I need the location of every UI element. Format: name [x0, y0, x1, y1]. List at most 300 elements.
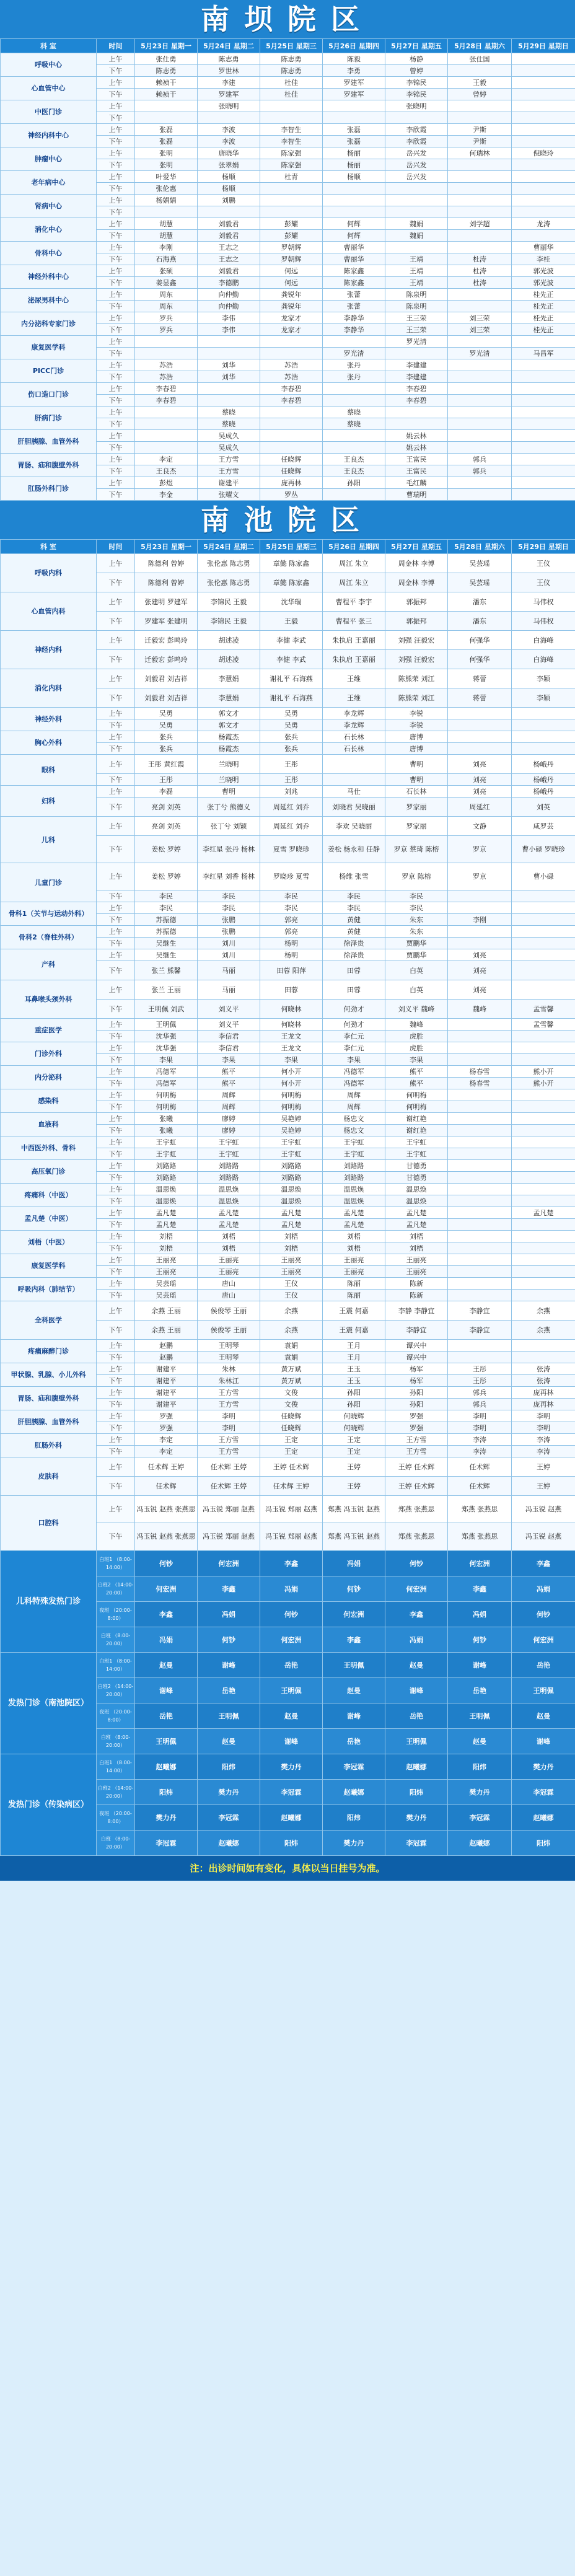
doctor-cell: 刘梧 [385, 1242, 448, 1254]
department-name: 刘梧（中医） [1, 1231, 97, 1254]
department-name: 孟凡楚（中医） [1, 1207, 97, 1231]
doctor-cell: 何劲才 [323, 1000, 385, 1019]
doctor-cell: 王宇虹 [323, 1148, 385, 1160]
doctor-cell: 苏浩 [260, 371, 323, 383]
shift-doctor-cell: 谢峰 [512, 1729, 575, 1754]
session-time: 上午 [97, 902, 135, 914]
shift-doctor-cell: 何钞 [512, 1602, 575, 1627]
doctor-cell [323, 489, 385, 501]
doctor-cell: 刘路路 [198, 1160, 260, 1172]
doctor-cell: 王丽亮 [260, 1254, 323, 1266]
session-time: 下午 [97, 465, 135, 477]
session-time: 上午 [97, 430, 135, 442]
doctor-cell: 郭振邦 [385, 612, 448, 631]
session-time: 下午 [97, 253, 135, 265]
doctor-cell: 陈熊荣 刘江 [385, 669, 448, 688]
session-time: 下午 [97, 1266, 135, 1278]
schedule-row [1, 631, 575, 650]
doctor-cell: 何强华 [448, 631, 512, 650]
doctor-cell [512, 980, 575, 1000]
session-time: 下午 [97, 112, 135, 124]
doctor-cell: 李涛 [448, 1434, 512, 1446]
doctor-cell: 郭文才 [198, 708, 260, 719]
doctor-cell: 刘鹏 [198, 195, 260, 206]
doctor-cell: 张伦惠 陈志勇 [198, 554, 260, 573]
department-name: 内分泌科专家门诊 [1, 312, 97, 336]
session-time: 上午 [97, 124, 135, 136]
doctor-cell: 李静华 [323, 312, 385, 324]
doctor-cell: 刘梧 [260, 1242, 323, 1254]
shift-doctor-cell: 阳炜 [512, 1831, 575, 1856]
shift-time: 白班 （8:00-20:00） [97, 1627, 135, 1653]
shift-doctor-cell: 樊力丹 [448, 1780, 512, 1805]
doctor-cell: 郑燕 张燕思 [385, 1523, 448, 1550]
session-time: 下午 [97, 1290, 135, 1301]
doctor-cell [448, 1242, 512, 1254]
shift-doctor-cell: 岳艳 [448, 1678, 512, 1703]
doctor-cell: 周江 朱立 [323, 554, 385, 573]
doctor-cell: 王宇虹 [385, 1136, 448, 1148]
schedule-row [1, 336, 575, 348]
doctor-cell: 何小开 [260, 1078, 323, 1089]
doctor-cell: 温思焕 [260, 1195, 323, 1207]
session-time: 下午 [97, 1078, 135, 1089]
doctor-cell [448, 1089, 512, 1101]
doctor-cell: 张伦惠 [135, 183, 198, 195]
doctor-cell: 李明 [198, 1410, 260, 1422]
doctor-cell: 李信君 [198, 1042, 260, 1054]
doctor-cell: 桂先正 [512, 324, 575, 336]
doctor-cell [512, 1172, 575, 1184]
shift-doctor-cell: 何宏洲 [260, 1627, 323, 1653]
doctor-cell [323, 755, 385, 774]
session-time: 下午 [97, 183, 135, 195]
doctor-cell: 吴芸瑶 [448, 554, 512, 573]
doctor-cell [448, 442, 512, 454]
doctor-cell: 王靖 [385, 253, 448, 265]
doctor-cell: 罗强 [135, 1422, 198, 1434]
doctor-cell: 曾婷 [448, 89, 512, 100]
doctor-cell: 李静华 [323, 324, 385, 336]
doctor-cell [512, 407, 575, 418]
session-time: 下午 [97, 1321, 135, 1340]
doctor-cell: 刘毅君 刘吉祥 [135, 669, 198, 688]
doctor-cell: 曹明 [385, 755, 448, 774]
doctor-cell [448, 159, 512, 171]
doctor-cell: 任晓辉 [260, 454, 323, 465]
session-time: 上午 [97, 669, 135, 688]
doctor-cell: 徐泽贵 [323, 949, 385, 961]
doctor-cell: 孟凡楚 [512, 1207, 575, 1219]
schedule-row [1, 218, 575, 230]
session-time: 下午 [97, 348, 135, 359]
doctor-cell: 白英 [385, 961, 448, 980]
doctor-cell: 王明琴 [198, 1340, 260, 1352]
doctor-cell: 张翠娟 [198, 159, 260, 171]
special-row [1, 1754, 575, 1780]
doctor-cell: 曹瑞明 [385, 489, 448, 501]
doctor-cell: 李金 [135, 489, 198, 501]
schedule-row [1, 863, 575, 890]
doctor-cell: 曹丽华 [323, 242, 385, 253]
doctor-cell: 胡述凌 [198, 650, 260, 669]
doctor-cell [448, 731, 512, 743]
doctor-cell: 朱林 [198, 1363, 260, 1375]
doctor-cell: 桂先正 [512, 312, 575, 324]
header-row [1, 39, 575, 53]
campus-title: 南池院区 [0, 501, 575, 539]
session-time: 下午 [97, 65, 135, 77]
doctor-cell: 罗强 [385, 1422, 448, 1434]
doctor-cell: 熊平 [385, 1066, 448, 1078]
doctor-cell [512, 949, 575, 961]
doctor-cell [385, 183, 448, 195]
doctor-cell: 姜松 杨永和 任静 [323, 836, 385, 863]
doctor-cell: 王彤 [448, 1363, 512, 1375]
doctor-cell [448, 489, 512, 501]
doctor-cell: 陈志勇 [260, 53, 323, 65]
doctor-cell [135, 112, 198, 124]
doctor-cell: 李锐 [385, 708, 448, 719]
doctor-cell: 王毅 [260, 612, 323, 631]
doctor-cell [448, 383, 512, 395]
doctor-cell: 苏浩 [135, 371, 198, 383]
doctor-cell: 桂先正 [512, 289, 575, 301]
doctor-cell: 周东 [135, 289, 198, 301]
department-name: 疼痛麻醉门诊 [1, 1340, 97, 1363]
doctor-cell: 何明梅 [385, 1101, 448, 1113]
shift-doctor-cell: 李冠霖 [512, 1780, 575, 1805]
shift-doctor-cell: 李冠霖 [448, 1805, 512, 1831]
column-header: 5月23日 星期一 [135, 540, 198, 554]
doctor-cell: 李欢 吴晓丽 [323, 817, 385, 836]
doctor-cell: 岳兴发 [385, 159, 448, 171]
doctor-cell: 刘亮 [448, 949, 512, 961]
doctor-cell: 马丽 [198, 980, 260, 1000]
department-name: 消化内科 [1, 669, 97, 708]
shift-doctor-cell: 岳艳 [260, 1653, 323, 1678]
doctor-cell [512, 1054, 575, 1066]
session-time: 上午 [97, 218, 135, 230]
doctor-cell: 李德鹏 [198, 277, 260, 289]
doctor-cell: 陈志勇 [135, 65, 198, 77]
doctor-cell: 王丽亮 [260, 1266, 323, 1278]
doctor-cell: 李刚 [448, 914, 512, 926]
department-name: 中西医外科、骨科 [1, 1136, 97, 1160]
doctor-cell: 罗京 [448, 863, 512, 890]
doctor-cell: 孟凡楚 [198, 1207, 260, 1219]
doctor-cell: 王宇虹 [135, 1136, 198, 1148]
doctor-cell [135, 430, 198, 442]
doctor-cell [512, 336, 575, 348]
doctor-cell: 沈华强 [135, 1042, 198, 1054]
doctor-cell [512, 195, 575, 206]
department-name: 泌尿男科中心 [1, 289, 97, 312]
column-header: 5月23日 星期一 [135, 39, 198, 53]
doctor-cell [198, 348, 260, 359]
doctor-cell: 李健 李武 [260, 631, 323, 650]
doctor-cell [512, 1101, 575, 1113]
doctor-cell [448, 938, 512, 949]
doctor-cell: 温思焕 [135, 1195, 198, 1207]
doctor-cell: 魏峰 [385, 1019, 448, 1031]
department-name: 妇科 [1, 786, 97, 817]
doctor-cell: 孟凡楚 [198, 1219, 260, 1231]
session-time: 下午 [97, 1172, 135, 1184]
doctor-cell: 王婷 [512, 1477, 575, 1496]
doctor-cell: 姜显鑫 [135, 277, 198, 289]
doctor-cell [323, 112, 385, 124]
doctor-cell: 陈泉明 [385, 289, 448, 301]
doctor-cell: 杨忠文 [323, 1113, 385, 1125]
doctor-cell: 张晓明 [198, 100, 260, 112]
doctor-cell: 李定 [135, 1434, 198, 1446]
doctor-cell: 唐博 [385, 743, 448, 755]
doctor-cell: 王方雪 [385, 1434, 448, 1446]
doctor-cell: 张兰 熊馨 [135, 961, 198, 980]
doctor-cell [260, 442, 323, 454]
shift-doctor-cell: 樊力丹 [198, 1780, 260, 1805]
schedule-row [1, 1113, 575, 1125]
schedule-row [1, 817, 575, 836]
header-row [1, 540, 575, 554]
session-time: 上午 [97, 454, 135, 465]
doctor-cell: 王丽亮 [135, 1266, 198, 1278]
doctor-cell: 石海燕 [135, 253, 198, 265]
doctor-cell: 罗京 [448, 836, 512, 863]
doctor-cell: 罗兵 [135, 324, 198, 336]
shift-doctor-cell: 赵曦娜 [135, 1754, 198, 1780]
schedule-table [0, 539, 575, 1550]
schedule-row [1, 1184, 575, 1195]
doctor-cell: 李锐 [385, 719, 448, 731]
session-time: 上午 [97, 1363, 135, 1375]
doctor-cell [448, 1184, 512, 1195]
department-name: 康复医学科 [1, 1254, 97, 1278]
doctor-cell: 刘晓君 吴晓丽 [323, 798, 385, 817]
doctor-cell: 张兵 [135, 731, 198, 743]
doctor-cell [448, 395, 512, 407]
doctor-cell [512, 902, 575, 914]
department-name: 甲状腺、乳腺、小儿外科 [1, 1363, 97, 1387]
doctor-cell [512, 743, 575, 755]
doctor-cell: 王龙文 [260, 1042, 323, 1054]
doctor-cell: 章懿 陈家鑫 [260, 554, 323, 573]
session-time: 下午 [97, 371, 135, 383]
doctor-cell [448, 407, 512, 418]
doctor-cell [385, 348, 448, 359]
doctor-cell: 李明 [198, 1422, 260, 1434]
doctor-cell: 刘梧 [260, 1231, 323, 1242]
doctor-cell: 李伟 [198, 324, 260, 336]
shift-doctor-cell: 何宏洲 [448, 1551, 512, 1576]
doctor-cell [198, 336, 260, 348]
shift-doctor-cell: 赵曼 [198, 1729, 260, 1754]
session-time: 下午 [97, 938, 135, 949]
schedule-row [1, 171, 575, 183]
doctor-cell [448, 230, 512, 242]
schedule-row [1, 755, 575, 774]
doctor-cell [448, 1031, 512, 1042]
doctor-cell: 何辉 [323, 218, 385, 230]
doctor-cell: 李建建 [385, 359, 448, 371]
schedule-row [1, 289, 575, 301]
doctor-cell [448, 926, 512, 938]
doctor-cell: 苏振德 [135, 926, 198, 938]
doctor-cell [448, 1290, 512, 1301]
doctor-cell [323, 774, 385, 786]
doctor-cell: 虎胜 [385, 1042, 448, 1054]
doctor-cell: 王丽亮 [385, 1266, 448, 1278]
schedule-row [1, 1231, 575, 1242]
doctor-cell [448, 1207, 512, 1219]
doctor-cell: 李慧娟 [198, 688, 260, 708]
doctor-cell: 杨军 [385, 1363, 448, 1375]
special-clinic-name: 发热门诊（南池院区） [1, 1653, 97, 1754]
doctor-cell: 陈家鑫 [323, 277, 385, 289]
session-time: 上午 [97, 980, 135, 1000]
doctor-cell: 曹丽华 [323, 253, 385, 265]
shift-doctor-cell: 樊力丹 [260, 1754, 323, 1780]
session-time: 上午 [97, 731, 135, 743]
column-header: 5月24日 星期二 [198, 540, 260, 554]
doctor-cell [448, 242, 512, 253]
doctor-cell: 曹丽华 [512, 242, 575, 253]
shift-doctor-cell: 何宏洲 [385, 1576, 448, 1602]
doctor-cell: 庞再林 [512, 1387, 575, 1399]
doctor-cell: 张明 [135, 159, 198, 171]
doctor-cell: 谢礼平 石海燕 [260, 688, 323, 708]
shift-doctor-cell: 阳炜 [448, 1754, 512, 1780]
doctor-cell: 尹斯 [448, 136, 512, 147]
doctor-cell: 王婷 任术辉 [260, 1457, 323, 1477]
schedule-row [1, 980, 575, 1000]
doctor-cell: 郑燕 张燕思 [385, 1496, 448, 1523]
schedule-row [1, 902, 575, 914]
session-time: 上午 [97, 1301, 135, 1321]
doctor-cell: 谭兴中 [385, 1340, 448, 1352]
doctor-cell [135, 407, 198, 418]
doctor-cell: 杨霞杰 [198, 731, 260, 743]
doctor-cell: 马伟权 [512, 592, 575, 612]
column-header: 5月27日 星期五 [385, 39, 448, 53]
doctor-cell: 杨维 张雪 [323, 863, 385, 890]
schedule-row [1, 77, 575, 89]
doctor-cell [135, 442, 198, 454]
doctor-cell: 王定 [323, 1434, 385, 1446]
doctor-cell: 罗家丽 [385, 817, 448, 836]
schedule-row [1, 592, 575, 612]
session-time: 上午 [97, 265, 135, 277]
session-time: 下午 [97, 1031, 135, 1042]
doctor-cell [512, 383, 575, 395]
schedule-row [1, 1387, 575, 1399]
doctor-cell: 罗兵 [135, 312, 198, 324]
doctor-cell: 亮剑 刘英 [135, 798, 198, 817]
doctor-cell [512, 938, 575, 949]
doctor-cell [260, 348, 323, 359]
doctor-cell: 王丽亮 [198, 1266, 260, 1278]
doctor-cell: 郭亮 [260, 914, 323, 926]
doctor-cell: 刘梧 [323, 1231, 385, 1242]
doctor-cell: 李红星 刘香 杨林 [198, 863, 260, 890]
doctor-cell: 王仪 [260, 1290, 323, 1301]
shift-doctor-cell: 阳炜 [198, 1754, 260, 1780]
doctor-cell: 王玉 [323, 1375, 385, 1387]
doctor-cell: 冯玉锐 郑丽 赵燕 [198, 1523, 260, 1550]
session-time: 下午 [97, 612, 135, 631]
department-name: 血液科 [1, 1113, 97, 1136]
shift-doctor-cell: 冯娟 [512, 1576, 575, 1602]
session-time: 下午 [97, 1125, 135, 1136]
doctor-cell: 石长林 [323, 743, 385, 755]
doctor-cell: 刘梧 [323, 1242, 385, 1254]
doctor-cell: 刘毅君 [198, 218, 260, 230]
doctor-cell: 郭兵 [448, 454, 512, 465]
doctor-cell: 郭兵 [448, 465, 512, 477]
doctor-cell: 胡述凌 [198, 631, 260, 650]
session-time: 上午 [97, 949, 135, 961]
doctor-cell: 任术辉 [448, 1477, 512, 1496]
doctor-cell: 文俊 [260, 1387, 323, 1399]
schedule-row [1, 708, 575, 719]
session-time: 下午 [97, 719, 135, 731]
schedule-row [1, 1042, 575, 1054]
shift-doctor-cell: 李鑫 [198, 1576, 260, 1602]
doctor-cell: 李明 [448, 1422, 512, 1434]
doctor-cell: 温思焕 [385, 1195, 448, 1207]
department-name: 肛肠外科 [1, 1434, 97, 1457]
doctor-cell: 朱执启 王嘉丽 [323, 650, 385, 669]
doctor-cell: 廖婷 [198, 1113, 260, 1125]
doctor-cell: 岳兴发 [385, 147, 448, 159]
shift-doctor-cell: 王明佩 [260, 1678, 323, 1703]
schedule-row [1, 786, 575, 798]
doctor-cell: 余燕 王丽 [135, 1321, 198, 1340]
session-time: 上午 [97, 359, 135, 371]
doctor-cell: 冯玉锐 赵燕 张燕思 [135, 1496, 198, 1523]
shift-doctor-cell: 樊力丹 [512, 1754, 575, 1780]
department-name: 中医门诊 [1, 100, 97, 124]
doctor-cell: 王丽亮 [198, 1254, 260, 1266]
doctor-cell: 王定 [323, 1446, 385, 1457]
doctor-cell: 何小开 [260, 1066, 323, 1078]
doctor-cell [512, 1125, 575, 1136]
schedule-row [1, 1019, 575, 1031]
doctor-cell: 王宇虹 [260, 1136, 323, 1148]
doctor-cell: 章懿 陈家鑫 [260, 573, 323, 592]
doctor-cell: 虎胜 [385, 1031, 448, 1042]
schedule-row [1, 1160, 575, 1172]
doctor-cell: 王明佩 刘武 [135, 1000, 198, 1019]
doctor-cell: 张丹 [323, 371, 385, 383]
department-name: 呼吸内科 [1, 554, 97, 592]
doctor-cell: 黄万斌 [260, 1375, 323, 1387]
doctor-cell: 孟凡楚 [260, 1219, 323, 1231]
doctor-cell [512, 171, 575, 183]
doctor-cell: 赵鹏 [135, 1352, 198, 1363]
doctor-cell [448, 1113, 512, 1125]
schedule-row [1, 926, 575, 938]
department-name: 伤口造口门诊 [1, 383, 97, 407]
department-name: 高压氧门诊 [1, 1160, 97, 1184]
session-time: 上午 [97, 1184, 135, 1195]
doctor-cell: 王仪 [512, 554, 575, 573]
session-time: 下午 [97, 442, 135, 454]
doctor-cell: 李民 [198, 902, 260, 914]
doctor-cell [323, 383, 385, 395]
doctor-cell: 白英 [385, 980, 448, 1000]
